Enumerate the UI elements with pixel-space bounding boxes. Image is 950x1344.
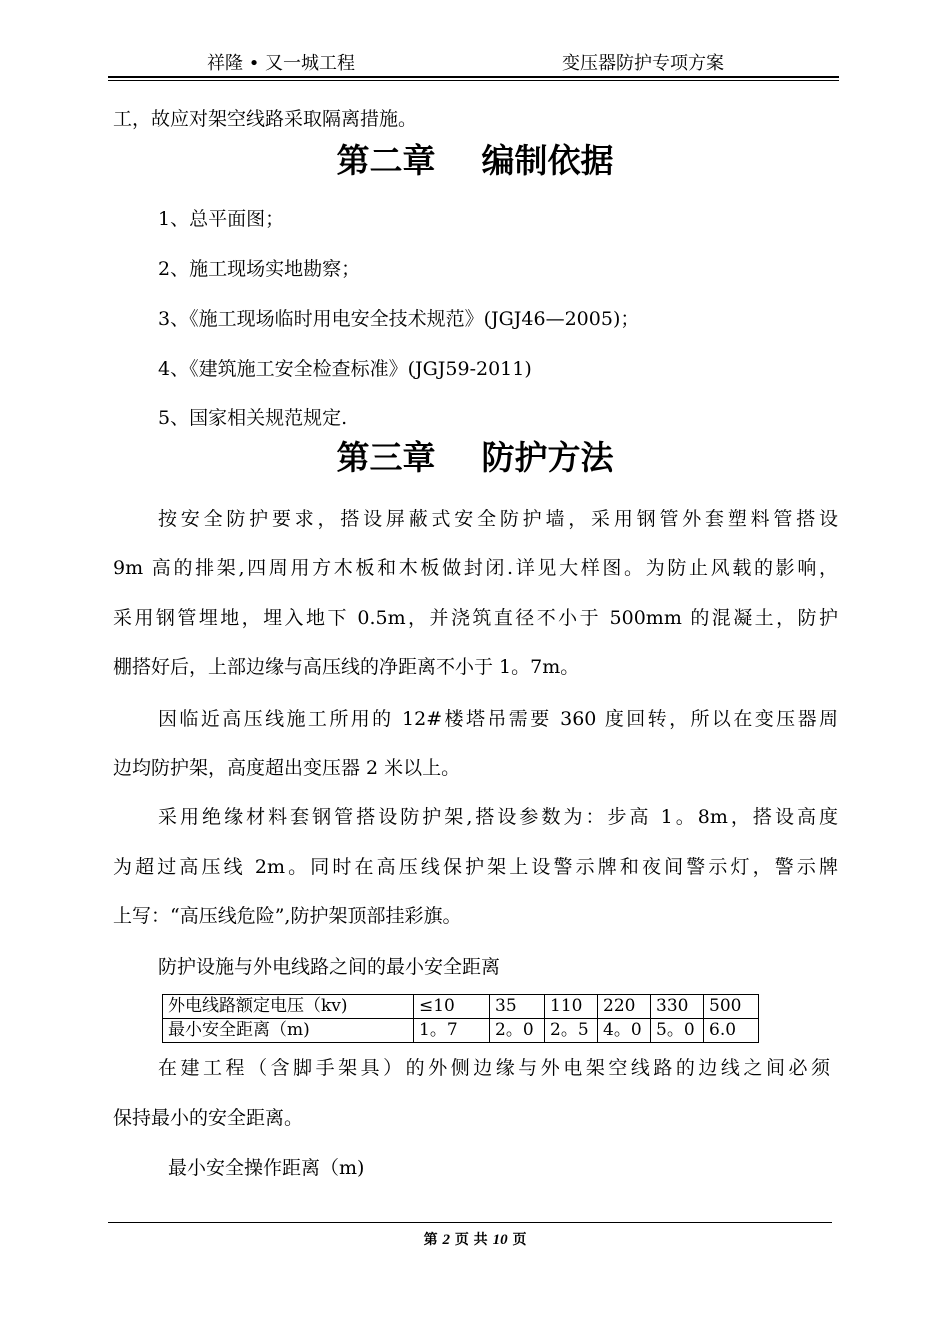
paragraph-1-line-2: 9m 高的排架,四周用方木板和木板做封闭.详见大样图。为防止风载的影响， <box>113 557 838 579</box>
table-cell: 4。0 <box>598 1019 651 1043</box>
paragraph-2-line-1: 因临近高压线施工所用的 12#楼塔吊需要 360 度回转，所以在变压器周 <box>158 708 838 730</box>
table-cell: 330 <box>651 995 704 1019</box>
header-project-name: 祥隆 • 又一城工程 <box>207 53 356 74</box>
table-row-distance <box>163 1019 759 1043</box>
header-rule <box>108 76 839 78</box>
operating-distance-caption: 最小安全操作距离（m) <box>168 1157 365 1179</box>
paragraph-1-line-3: 采用钢管埋地，埋入地下 0.5m，并浇筑直径不小于 500mm 的混凝土，防护 <box>113 607 838 629</box>
table-cell: 2。5 <box>545 1019 598 1043</box>
page-number: 2 <box>442 1232 450 1248</box>
paragraph-3-line-1: 采用绝缘材料套钢管搭设防护架,搭设参数为：步高 1。8m，搭设高度 <box>158 806 838 828</box>
table-cell: ≤10 <box>414 995 490 1019</box>
table-row-voltage <box>163 995 759 1019</box>
footer-prefix: 第 <box>423 1232 438 1248</box>
intro-line: 工，故应对架空线路采取隔离措施。 <box>113 108 418 130</box>
paragraph-3-line-3: 上写：“高压线危险”,防护架顶部挂彩旗。 <box>113 905 462 927</box>
paragraph-2-line-2: 边均防护架，高度超出变压器 2 米以上。 <box>113 757 461 779</box>
table-cell: 5。0 <box>651 1019 704 1043</box>
chapter-2-item-1: 1、总平面图； <box>158 208 285 230</box>
table-cell: 2。0 <box>490 1019 545 1043</box>
page-total: 10 <box>492 1232 508 1248</box>
chapter-2-title: 第二章 编制依据 <box>336 141 614 180</box>
paragraph-4-line-1: 在建工程（含脚手架具）的外侧边缘与外电架空线路的边线之间必须 <box>158 1057 830 1079</box>
paragraph-4-line-2: 保持最小的安全距离。 <box>113 1107 304 1129</box>
table-cell: 6.0 <box>704 1019 759 1043</box>
safety-distance-table <box>162 994 759 1043</box>
chapter-2-item-3: 3、《施工现场临时用电安全技术规范》(JGJ46—2005)； <box>158 308 640 330</box>
chapter-2-item-4: 4、《建筑施工安全检查标准》(JGJ59-2011) <box>158 358 532 380</box>
table-cell: 110 <box>545 995 598 1019</box>
header-document-title: 变压器防护专项方案 <box>562 53 724 74</box>
footer-rule <box>108 1222 832 1223</box>
chapter-2-item-5: 5、国家相关规范规定. <box>158 407 348 429</box>
header-rule-thin <box>108 80 839 81</box>
table-cell: 220 <box>598 995 651 1019</box>
table-cell: 1。7 <box>414 1019 490 1043</box>
table-cell: 500 <box>704 995 759 1019</box>
chapter-3-title: 第三章 防护方法 <box>336 438 614 477</box>
paragraph-3-line-2: 为超过高压线 2m。同时在高压线保护架上设警示牌和夜间警示灯，警示牌 <box>113 856 838 878</box>
paragraph-1-line-4: 棚搭好后，上部边缘与高压线的净距离不小于 1。7m。 <box>113 656 580 678</box>
chapter-2-item-2: 2、施工现场实地勘察； <box>158 258 361 280</box>
table-header-voltage: 外电线路额定电压（kv) <box>163 995 414 1019</box>
footer-middle: 页 共 <box>454 1232 488 1248</box>
table-caption: 防护设施与外电线路之间的最小安全距离 <box>158 956 501 978</box>
footer-suffix: 页 <box>512 1232 527 1248</box>
page-footer <box>0 1231 950 1249</box>
table-header-distance: 最小安全距离（m) <box>163 1019 414 1043</box>
paragraph-1-line-1: 按安全防护要求，搭设屏蔽式安全防护墙，采用钢管外套塑料管搭设 <box>158 508 838 530</box>
table-cell: 35 <box>490 995 545 1019</box>
